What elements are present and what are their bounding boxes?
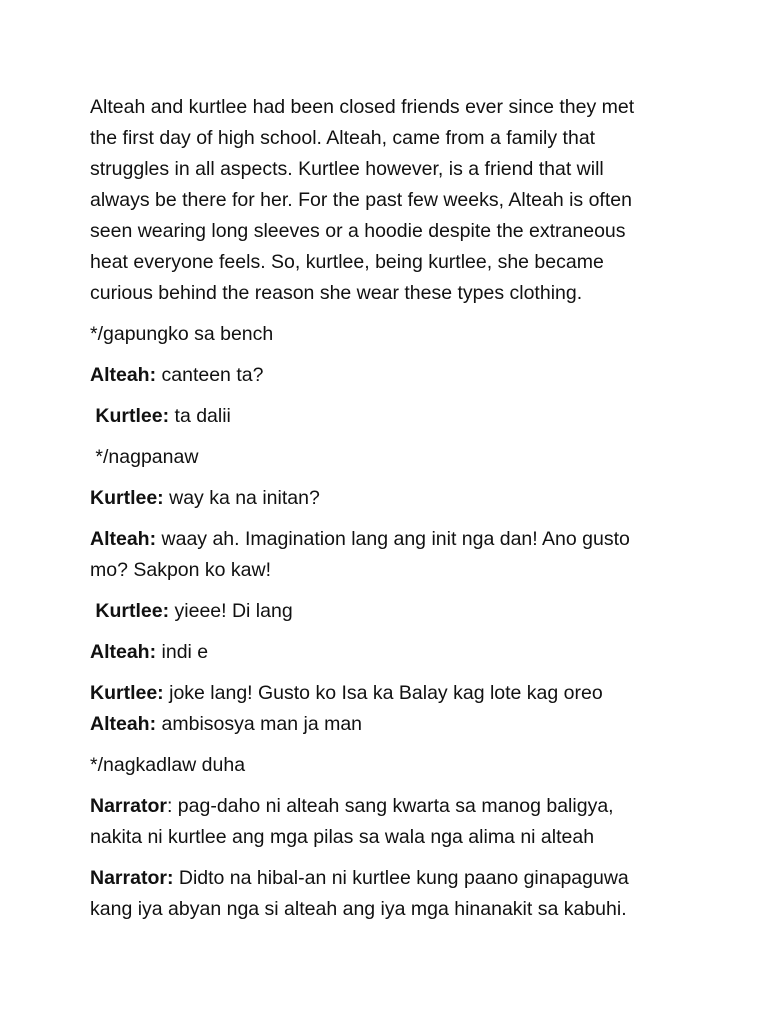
speaker-name: Kurtlee:: [95, 405, 170, 427]
dialogue-line: [90, 678, 690, 709]
dialogue-line: [90, 524, 690, 586]
dialogue-line: [90, 360, 690, 391]
intro-line: struggles in all aspects. Kurtlee however, is a friend that will: [90, 158, 604, 180]
intro-line: the first day of high school. Alteah, came from a family that: [90, 127, 596, 149]
line-text: yieee! Di lang: [169, 600, 293, 622]
speaker-name: Narrator:: [90, 867, 174, 889]
intro-line: always be there for her. For the past few weeks, Alteah is often: [90, 189, 632, 211]
speaker-name: Alteah:: [90, 364, 157, 386]
narration-line: [90, 791, 690, 853]
document-page: [90, 92, 690, 935]
line-text: ta dalii: [169, 405, 231, 427]
line-continuation: nakita ni kurtlee ang mga pilas sa wala nga alima ni alteah: [90, 826, 595, 848]
stage-direction: [90, 319, 690, 350]
line-text: waay ah. Imagination lang ang init nga dan! Ano gusto: [156, 528, 630, 550]
speaker-name: Alteah:: [90, 713, 157, 735]
line-text: ambisosya man ja man: [156, 713, 363, 735]
intro-line: heat everyone feels. So, kurtlee, being kurtlee, she became: [90, 251, 604, 273]
speaker-name: Alteah:: [90, 528, 157, 550]
line-text: Didto na hibal-an ni kurtlee kung paano ginapaguwa: [173, 867, 629, 889]
stage-direction: [90, 750, 690, 781]
line-text: way ka na initan?: [163, 487, 320, 509]
speaker-name: Kurtlee:: [90, 682, 164, 704]
stage-direction: [90, 442, 690, 473]
speaker-name: Kurtlee:: [95, 600, 170, 622]
dialogue-line: [90, 483, 690, 514]
dialogue-line: [90, 401, 690, 432]
line-text: */nagkadlaw duha: [90, 754, 246, 776]
dialogue-line: [90, 637, 690, 668]
narration-line: [90, 863, 690, 925]
speaker-name: Narrator: [90, 795, 167, 817]
intro-line: Alteah and kurtlee had been closed friends ever since they met: [90, 96, 635, 118]
dialogue-line: [90, 709, 690, 740]
line-text: */nagpanaw: [95, 446, 199, 468]
dialogue-line: [90, 596, 690, 627]
line-continuation: kang iya abyan nga si alteah ang iya mga hinanakit sa kabuhi.: [90, 898, 627, 920]
line-text: joke lang! Gusto ko Isa ka Balay kag lote kag oreo: [163, 682, 603, 704]
line-continuation: mo? Sakpon ko kaw!: [90, 559, 272, 581]
speaker-name: Kurtlee:: [90, 487, 164, 509]
intro-line: seen wearing long sleeves or a hoodie despite the extraneous: [90, 220, 626, 242]
intro-paragraph: [90, 92, 690, 309]
line-text: canteen ta?: [156, 364, 264, 386]
line-text: */gapungko sa bench: [90, 323, 274, 345]
line-text: : pag-daho ni alteah sang kwarta sa manog baligya,: [166, 795, 614, 817]
intro-line: curious behind the reason she wear these types clothing.: [90, 282, 583, 304]
line-text: indi e: [156, 641, 209, 663]
speaker-name: Alteah:: [90, 641, 157, 663]
